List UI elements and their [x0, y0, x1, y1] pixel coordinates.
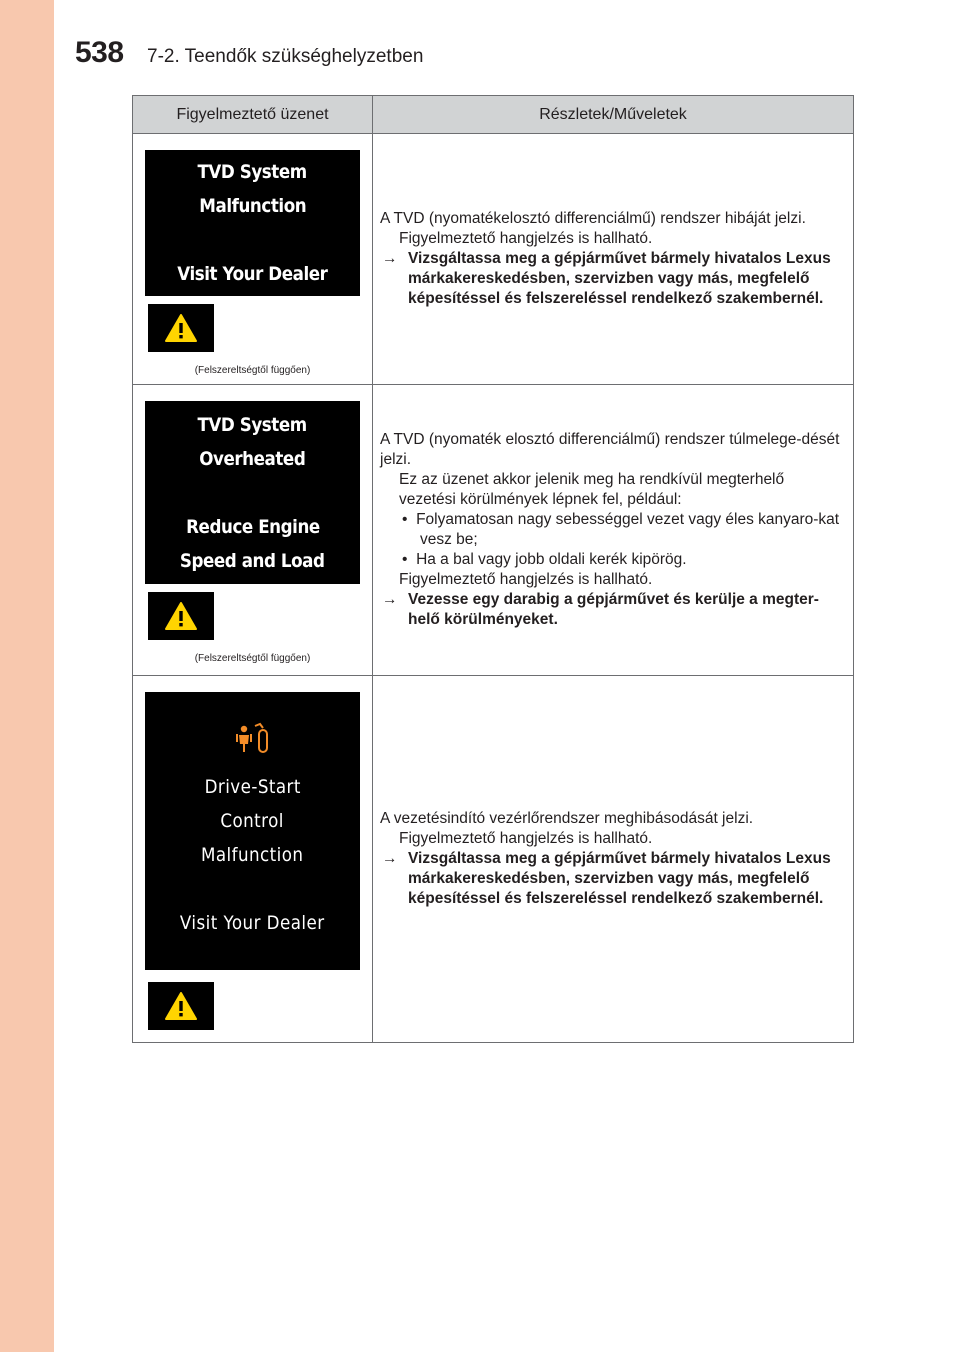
message-cell	[133, 676, 373, 1043]
screen-line: Overheated	[199, 447, 306, 470]
arrow-icon: →	[382, 591, 398, 608]
bullet-text: Folyamatosan nagy sebességgel vezet vagy éles kanyaro-kat vesz be;	[416, 511, 840, 548]
warning-message-table	[132, 95, 854, 1043]
detail-note: Figyelmeztető hangjelzés is hallható.	[399, 830, 653, 847]
detail-description: A TVD (nyomatékelosztó differenciálmű) rendszer hibáját jelzi.	[380, 210, 806, 227]
message-cell	[133, 134, 373, 385]
detail-description: A vezetésindító vezérlőrendszer meghibásodását jelzi.	[380, 810, 754, 827]
bullet-icon: •	[402, 551, 408, 568]
screen-line: TVD System	[197, 161, 308, 183]
screen-line: Visit Your Dealer	[180, 912, 325, 934]
warning-light	[148, 982, 214, 1030]
equipment-note: (Felszereltségtől függően)	[194, 653, 311, 664]
screen-line: Malfunction	[201, 844, 304, 866]
table-row	[133, 385, 854, 676]
action-text: Vizsgáltassa meg a gépjárművet bármely hivatalos Lexus márkakereskedésben, szervizben vagy más, megfelelő képesítéssel és felszereléssel rendelkező szakembernél.	[408, 250, 831, 307]
details-cell	[373, 385, 854, 676]
section-title: 7-2. Teendők szükséghelyzetben	[147, 46, 424, 67]
drive-start-control-icon	[233, 722, 273, 756]
screen-line: Reduce Engine	[185, 515, 320, 538]
screen-line: Malfunction	[199, 195, 306, 217]
page-side-strip	[0, 0, 54, 1352]
message-cell	[133, 385, 373, 676]
display-screen	[145, 401, 360, 584]
arrow-icon: →	[382, 250, 398, 267]
detail-note: Figyelmeztető hangjelzés is hallható.	[399, 230, 653, 247]
detail-note: Ez az üzenet akkor jelenik meg ha rendkívül megterhelő vezetési körülmények lépnek fel, például:	[399, 471, 785, 508]
display-screen	[145, 150, 360, 296]
column-header-details: Részletek/Műveletek	[373, 96, 854, 134]
table-row	[133, 134, 854, 385]
warning-triangle-icon	[164, 991, 198, 1021]
arrow-icon: →	[382, 850, 398, 867]
display-screen	[145, 692, 360, 970]
warning-triangle-icon	[164, 601, 198, 631]
screen-line: TVD System	[197, 413, 308, 436]
screen-line: Drive-Start	[204, 776, 301, 798]
details-cell	[373, 134, 854, 385]
details-cell	[373, 676, 854, 1043]
table-row	[133, 676, 854, 1043]
page-number: 538	[75, 36, 124, 69]
table-header-row	[133, 96, 854, 134]
column-header-message: Figyelmeztető üzenet	[133, 96, 373, 134]
screen-line: Control	[220, 810, 285, 832]
action-line	[380, 249, 841, 309]
bullet-icon: •	[402, 511, 408, 528]
bullet-item	[380, 550, 841, 570]
equipment-note: (Felszereltségtől függően)	[194, 365, 311, 376]
action-text: Vezesse egy darabig a gépjárművet és kerülje a megter-helő körülményeket.	[408, 591, 819, 628]
screen-line: Visit Your Dealer	[177, 263, 328, 285]
warning-light	[148, 304, 214, 352]
action-line	[380, 849, 841, 909]
action-text: Vizsgáltassa meg a gépjárművet bármely hivatalos Lexus márkakereskedésben, szervizben vagy más, megfelelő képesítéssel és felszereléssel rendelkező szakembernél.	[408, 850, 831, 907]
detail-description: A TVD (nyomaték elosztó differenciálmű) rendszer túlmelege-dését jelzi.	[380, 431, 840, 468]
bullet-item	[380, 510, 841, 550]
screen-line: Speed and Load	[180, 549, 325, 572]
bullet-text: Ha a bal vagy jobb oldali kerék kipörög.	[416, 551, 687, 568]
action-line	[380, 590, 841, 630]
detail-note: Figyelmeztető hangjelzés is hallható.	[399, 571, 653, 588]
warning-light	[148, 592, 214, 640]
warning-triangle-icon	[164, 313, 198, 343]
